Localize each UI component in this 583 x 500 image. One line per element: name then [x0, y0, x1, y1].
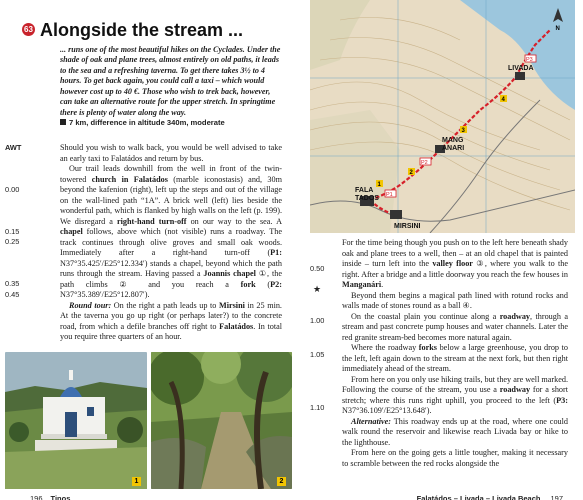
timing-marker: 0.25: [5, 237, 20, 246]
timing-marker: 1.05: [310, 350, 325, 359]
timing-marker: 1.10: [310, 403, 325, 412]
map-place-label: MIRSINI: [394, 223, 421, 230]
walking-time-header: AWT: [5, 143, 22, 152]
map-place-label: MANG: [442, 137, 464, 144]
intro-text: ... runs one of the most beautiful hikes on the Cyclades. Under the shade of oak and plane trees, almost entirely on old paths, it leads to the sea and a refreshing taverna. To get there takes 3½ to 4 hours. To get back again, you could call a taxi – which would however cost up to 40 €. Those who wish to trek back, however, can take an alternative route for the upper stretch. In springtime there is plenty of water along the way.: [60, 45, 281, 117]
left-running-title: Tinos: [50, 494, 71, 500]
right-footer: [417, 494, 563, 500]
map-parking-label: P3: [526, 57, 533, 63]
path-photo: [151, 352, 292, 489]
body-paragraph: For the time being though you push on to the left here beneath shady oak and plane trees to a well, then – at an old chapel that is painted inside – turn left into the valley floor ③, where you walk to the right. After a bridge and a little doorway you reach the few houses in Manganári.: [342, 238, 568, 289]
map-waypoint-label: 4: [501, 97, 505, 103]
right-page-number: 197: [550, 494, 563, 500]
route-number-badge: 63: [22, 23, 35, 36]
north-label: N: [555, 26, 560, 32]
left-page-number: 196: [30, 494, 43, 500]
route-title: Alongside the stream ...: [40, 20, 244, 40]
route-map: [310, 0, 575, 233]
body-paragraph: Where the roadway forks below a large greenhouse, you drop to the left, left again down to the stream at the next fork, but then right immediately ahead of the stream.: [342, 343, 568, 373]
body-paragraph: Our trail leads downhill from the well in front of the twin-towered church in Falatádos (marble iconostasis) and, 30m beyond the kafenion (right), left up the steps and out of the village on the wall-lined path “1A”. A brick well (left) lies beside the wonderful path, which is flanked by high walls on the left (p. 199). We disregard a right-hand turn-off on our way to the sea. A chapel follows, above which (not visible) runs a roadway. The track continues through olive groves and small oak woods. Immediately after a right-hand turn-off (P1: N37°35.425′/E25°12.334′) stands a chapel, beyond which the path runs through the stream. Having passed a Joannis chapel ①, the path climbs ② and you reach a fork (P2: N37°35.389′/E25°12.807′).: [60, 164, 283, 299]
body-paragraph: From here on you only use hiking trails, but they are well marked. Following the course of the stream, you use a roadway for a short stretch; where this runs right uphill, you proceed to the left (P3: N37°36.109′/E25°13.648′).: [342, 374, 569, 415]
route-intro: [60, 45, 282, 129]
timing-marker: 0.50: [310, 264, 325, 273]
alternative-paragraph: Alternative: This roadway ends up at the road, where one could walk round the reservoir and likewise reach Livada bay or hike to the lighthouse.: [342, 416, 568, 447]
round-tour-paragraph: Round tour: On the right a path leads up to Mirsini in 25 min. At the taverna you go up right (or perhaps later?) to the concrete road, from which a defile branches off right to Falatádos. In total you require three quarters of an hour.: [60, 300, 283, 341]
body-paragraph: From here on the going gets a little tougher, making it necessary to scramble between the red rocks alongside the: [342, 448, 568, 468]
timing-marker: 1.00: [310, 316, 325, 325]
map-waypoint-label: 2: [409, 170, 413, 176]
path-photo-image: [151, 352, 292, 489]
photo-number-badge: 1: [132, 477, 141, 486]
left-footer: [30, 494, 70, 500]
left-body-text: [60, 143, 282, 343]
chapel-photo-image: [5, 352, 147, 489]
map-parking-label: P1: [386, 192, 393, 198]
right-page: [292, 0, 583, 500]
body-paragraph: On the coastal plain you continue along a roadway, through a stream and past concrete pump houses and water channels. Later the red granite stream-bed becomes more natural again.: [342, 311, 568, 342]
photo-number-badge: 2: [277, 477, 286, 486]
right-body-text: [342, 238, 568, 469]
body-paragraph: Beyond them begins a magical path lined with rotund rocks and walls made of stones round as a ball ④.: [342, 290, 568, 310]
route-stats: 7 km, difference in altitude 340m, moderate: [60, 118, 282, 128]
square-bullet-icon: [60, 119, 66, 125]
route-map-image: [310, 0, 575, 233]
map-place-label: LIVADA: [508, 65, 534, 72]
timing-marker: 0.00: [5, 185, 20, 194]
map-waypoint-label: 3: [461, 128, 465, 134]
chapel-photo: [5, 352, 147, 489]
route-heading: [22, 18, 288, 42]
timing-marker: 0.45: [5, 290, 20, 299]
timing-marker: 0.15: [5, 227, 20, 236]
right-running-title: Falatádos – Livada – Livada Beach: [416, 494, 541, 500]
map-waypoint-label: 1: [377, 182, 381, 188]
map-parking-label: P2: [421, 160, 428, 166]
map-place-label: FALA: [355, 187, 374, 194]
timing-marker: 0.35: [5, 279, 20, 288]
map-place-label: TADOS: [355, 195, 379, 202]
body-paragraph: Should you wish to walk back, you would be well advised to take an early taxi to Falatádos and return by bus.: [60, 143, 282, 163]
star-icon: ★: [313, 284, 322, 294]
map-place-label: ANARI: [442, 145, 465, 152]
